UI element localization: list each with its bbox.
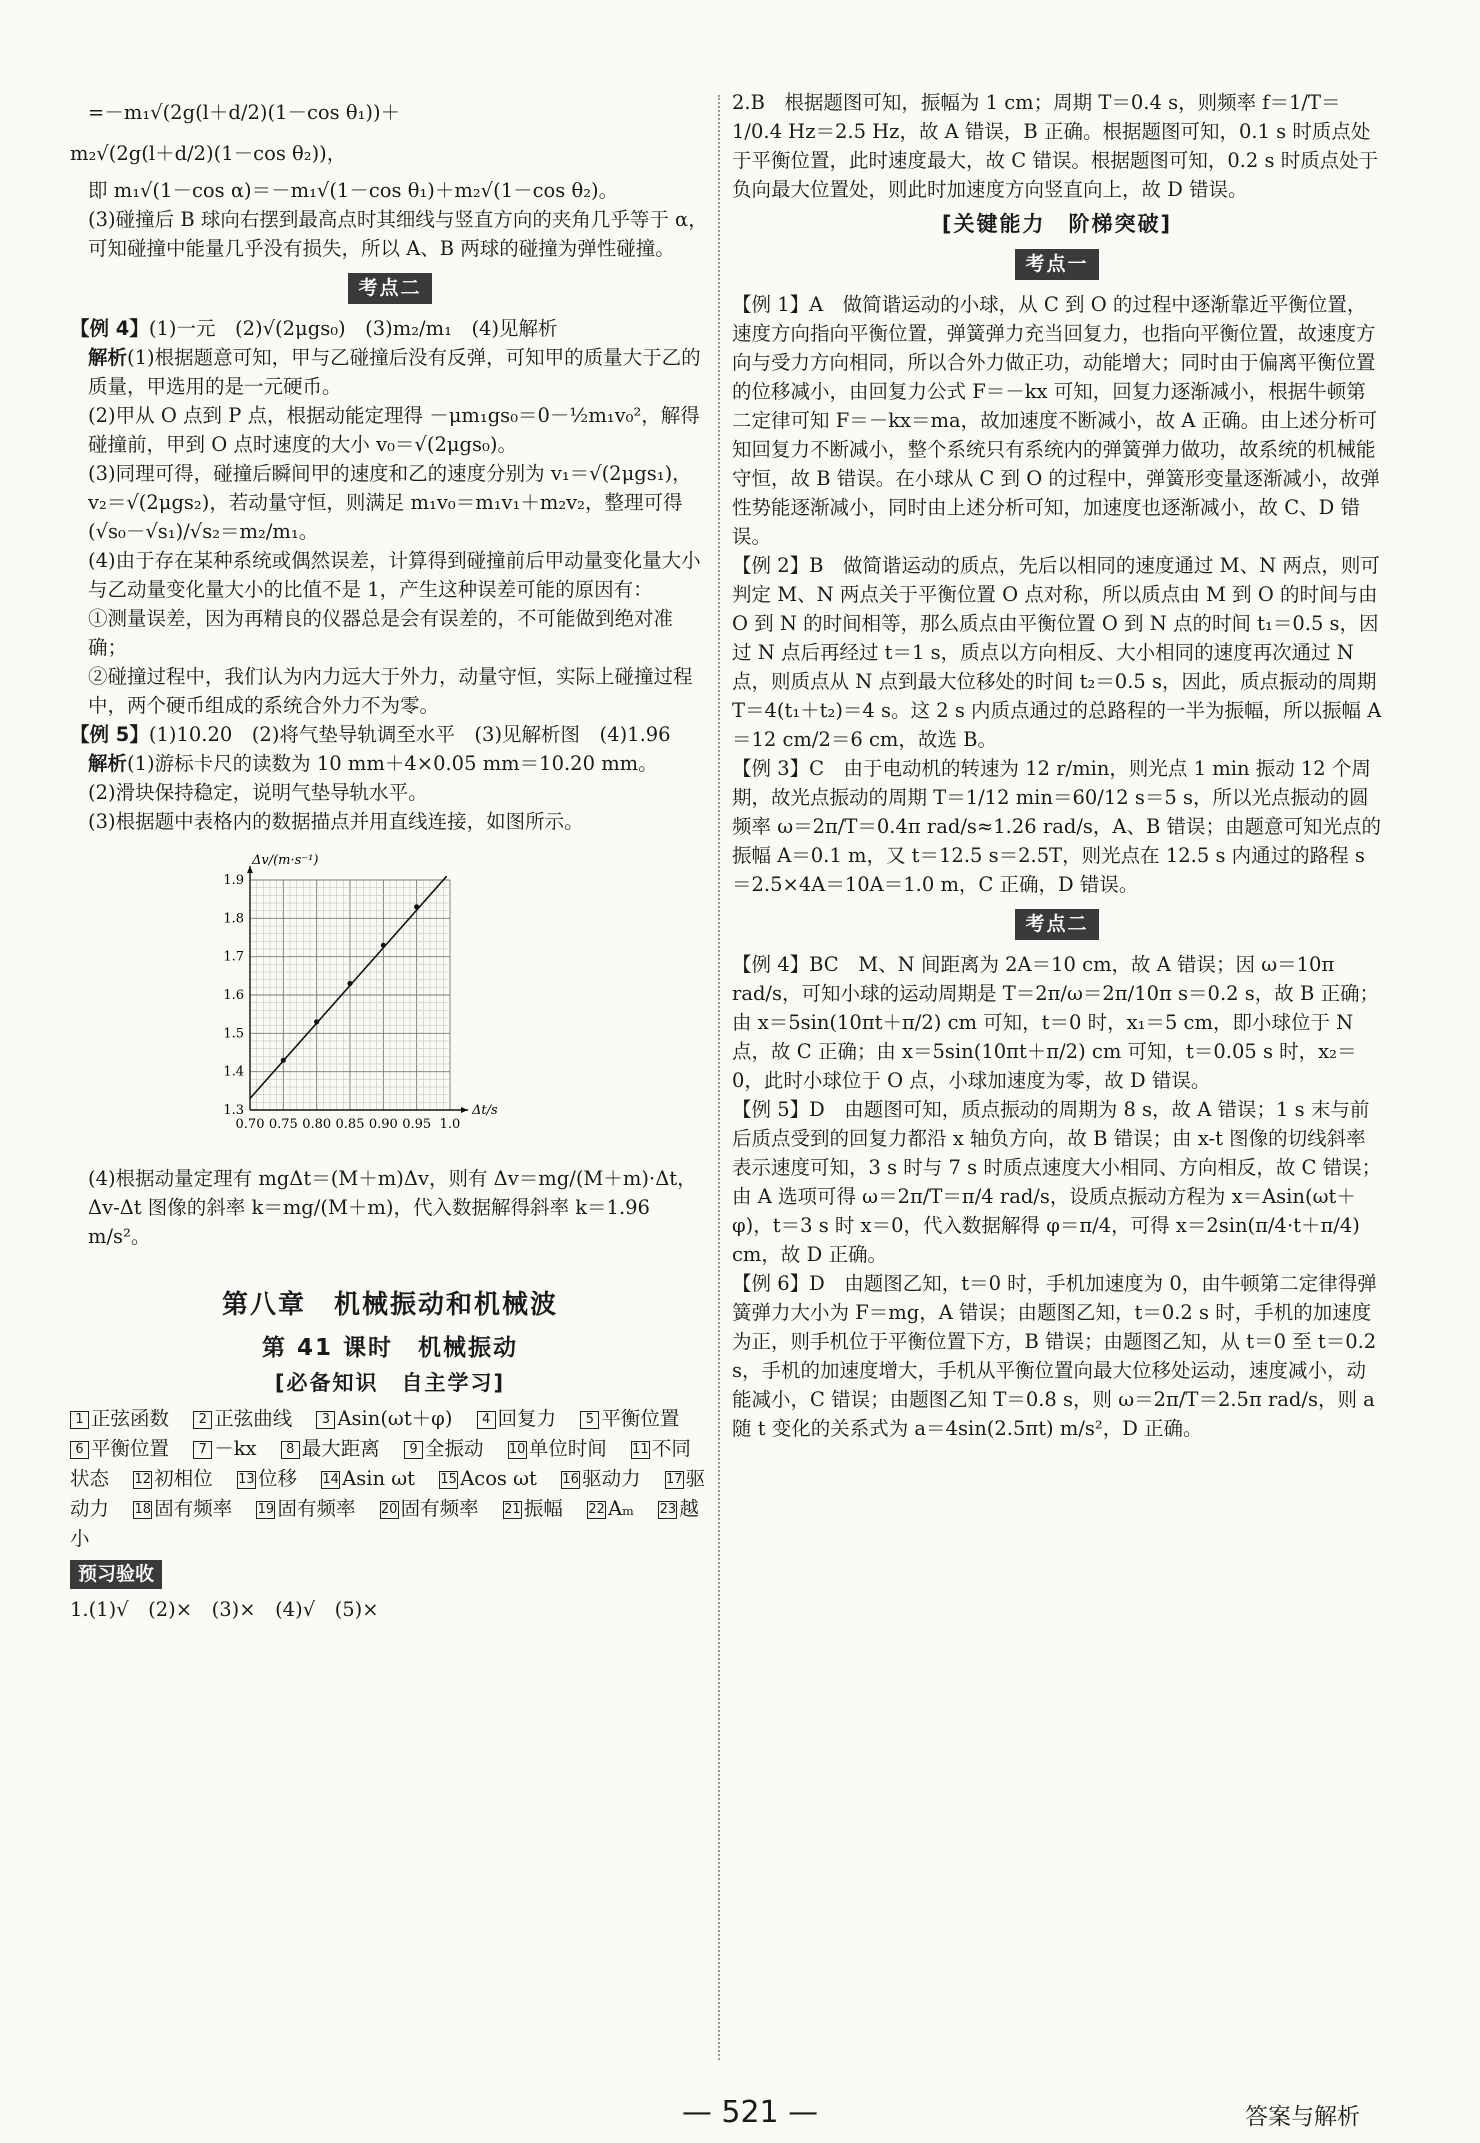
data-point <box>347 981 352 986</box>
chart-svg <box>190 850 498 1150</box>
answer-item <box>404 1437 484 1460</box>
example-5: 【例 5】D 由题图可知，质点振动的周期为 8 s，故 A 错误；1 s 末与前后质点受到的回复力都沿 x 轴负方向，故 B 错误；由 x-t 图像的切线斜率表示速度可知，3 s 时与 7 s 时质点速度大小相同、方向相反，故 C 错误；由 A 选项可得 ω＝2π/T＝π/4 rad/s，设质点振动方程为 x＝Asin(ωt＋φ)，t＝3 s 时 x＝0，代入数据解得 φ＝π/4，可得 x＝2sin(π/4·t＋π/4) cm，故 D 正确。 <box>732 1098 1382 1266</box>
answer-number: 11 <box>632 1442 649 1457</box>
answer-item <box>380 1497 479 1520</box>
y-tick-label: 1.5 <box>223 1026 244 1042</box>
answer-number: 8 <box>281 1441 300 1459</box>
section-tag: 考点二 <box>348 273 431 304</box>
x-axis-arrow <box>461 1107 468 1113</box>
analysis-label: 解析 <box>88 346 128 369</box>
x-tick-label: 0.80 <box>302 1117 332 1132</box>
analysis-text: Δv-Δt 图像的斜率 k＝mg/(M＋m)，代入数据解得斜率 k＝1.96 m/s²。 <box>88 1196 650 1248</box>
answer-item <box>133 1467 213 1490</box>
answer-text: 回复力 <box>497 1407 557 1430</box>
y-axis-label: Δv/(m·s⁻¹) <box>252 853 319 868</box>
analysis-text: (1)根据题意可知，甲与乙碰撞后没有反弹，可知甲的质量大于乙的质量，甲选用的是一元硬币。 <box>88 346 701 398</box>
answer-item <box>508 1437 607 1460</box>
answer-text: 不同状态 <box>70 1437 691 1490</box>
answer-number: 5 <box>580 1411 599 1429</box>
analysis-text: (3)同理可得，碰撞后瞬间甲的速度和乙的速度分别为 v₁＝√(2μgs₁)，v₂＝√(2μgs₂)，若动量守恒，则满足 m₁v₀＝m₁v₁＋m₂v₂，整理可得 (√s₀－√s₁)/√s₂＝m₂/m₁。 <box>88 462 692 543</box>
answer-item <box>439 1467 537 1490</box>
answer-item <box>237 1467 297 1490</box>
question-2-answer: 2.B 根据题图可知，振幅为 1 cm；周期 T＝0.4 s，则频率 f＝1/T＝1/0.4 Hz＝2.5 Hz，故 A 错误，B 正确。根据题图可知，0.1 s 时质点处于平衡位置，此时速度最大，故 C 错误。根据题图可知，0.2 s 时质点处于负向最大位置处，则此时加速度方向竖直向上，故 D 错误。 <box>732 91 1379 201</box>
answer-item <box>587 1497 634 1520</box>
data-point <box>314 1019 319 1024</box>
answer-number: 10 <box>508 1442 526 1457</box>
answer-number: 17 <box>666 1472 683 1487</box>
answer-item <box>193 1407 292 1430</box>
answer-text: 驱动力 <box>70 1467 706 1520</box>
data-point <box>381 943 386 948</box>
x-tick-label: 0.95 <box>402 1117 432 1132</box>
x-tick-label: 0.70 <box>235 1117 265 1132</box>
answer-number: 3 <box>316 1411 335 1429</box>
answer-number: 23 <box>659 1502 677 1517</box>
answer-text: 驱动力 <box>582 1467 641 1490</box>
answer-number: 14 <box>322 1472 339 1487</box>
answer-text: 越小 <box>70 1497 699 1550</box>
answer-text: 振幅 <box>523 1497 563 1520</box>
answer-item <box>193 1437 256 1460</box>
answer-text: 位移 <box>257 1467 297 1490</box>
answer-text: Acos ωt <box>460 1467 537 1490</box>
right-column <box>732 88 1382 1443</box>
answer-item <box>316 1407 452 1430</box>
analysis-text: (1)游标卡尺的读数为 10 mm＋4×0.05 mm＝10.20 mm。 <box>127 752 658 775</box>
formula-line: =－m₁√(2g(l＋d/2)(1－cos θ₁))＋ <box>88 101 401 124</box>
knowledge-answer-list <box>70 1404 710 1554</box>
answer-text: 固有频率 <box>154 1497 233 1520</box>
page-number: — 521 — <box>681 2095 819 2130</box>
section-tag: 考点二 <box>1015 909 1098 940</box>
analysis-text: (2)甲从 O 点到 P 点，根据动能定理得 －μm₁gs₀＝0－½m₁v₀²，解得碰撞前，甲到 O 点时速度的大小 v₀＝√(2μgs₀)。 <box>88 404 700 456</box>
column-divider <box>718 95 720 2060</box>
analysis-label: 解析 <box>88 752 128 775</box>
left-column <box>70 88 710 1624</box>
answer-item <box>477 1407 557 1430</box>
part3-text: (3)碰撞后 B 球向右摆到最高点时其细线与竖直方向的夹角几乎等于 α，可知碰撞中能量几乎没有损失，所以 A、B 两球的碰撞为弹性碰撞。 <box>88 208 708 260</box>
answer-text: 单位时间 <box>528 1437 607 1460</box>
answer-number: 18 <box>134 1502 151 1517</box>
answer-item <box>70 1407 169 1430</box>
example-answer: (1)一元 (2)√(2μgs₀) (3)m₂/m₁ (4)见解析 <box>148 317 558 340</box>
example-label: 【例 4】 <box>70 317 149 340</box>
x-tick-label: 0.75 <box>268 1117 298 1132</box>
y-tick-label: 1.7 <box>223 949 244 965</box>
answer-text: 最大距离 <box>301 1437 380 1460</box>
y-tick-label: 1.9 <box>223 873 244 888</box>
answer-number: 13 <box>238 1472 255 1487</box>
answer-text: Aₘ <box>608 1497 635 1520</box>
answer-number: 4 <box>477 1411 496 1429</box>
answer-item <box>561 1467 641 1490</box>
answer-text: 固有频率 <box>400 1497 479 1520</box>
example-4: 【例 4】BC M、N 间距离为 2A＝10 cm，故 A 错误；因 ω＝10π rad/s，可知小球的运动周期是 T＝2π/ω＝2π/10π s＝0.2 s，故 B 正确；由 x＝5sin(10πt＋π/2) cm 可知，t＝0 时，x₁＝5 cm，即小球位于 N 点，故 C 正确；由 x＝5sin(10πt＋π/2) cm 可知，t＝0.05 s 时，x₂＝0，此时小球位于 O 点，小球加速度为零，故 D 错误。 <box>732 953 1379 1092</box>
chapter-title: 第八章 机械振动和机械波 <box>221 1290 558 1320</box>
data-point <box>414 904 419 909</box>
x-axis-label: Δt/s <box>472 1103 498 1118</box>
example-3: 【例 3】C 由于电动机的转速为 12 r/min，则光点 1 min 振动 12 个周期，故光点振动的周期 T＝1/12 min＝60/12 s＝5 s，所以光点振动的圆频率 ω＝2π/T＝0.4π rad/s≈1.26 rad/s，A、B 错误；由题意可知光点的振幅 A＝0.1 m，又 t＝12.5 s＝2.5T，则光点在 12.5 s 内通过的路程 s＝2.5×4A＝10A＝1.0 m，C 正确，D 错误。 <box>732 757 1382 896</box>
answer-item <box>70 1437 169 1460</box>
answer-text: 初相位 <box>154 1467 213 1490</box>
answer-number: 9 <box>404 1441 423 1459</box>
answer-text: 正弦曲线 <box>214 1407 293 1430</box>
answer-text: Asin ωt <box>342 1467 415 1490</box>
answer-item <box>503 1497 563 1520</box>
section-bracket-title: [必备知识 自主学习] <box>274 1371 506 1395</box>
preview-tag: 预习验收 <box>70 1560 162 1589</box>
y-tick-label: 1.3 <box>223 1103 244 1118</box>
analysis-text: (2)滑块保持稳定，说明气垫导轨水平。 <box>88 781 428 804</box>
answer-number: 1 <box>70 1411 89 1429</box>
answer-item <box>321 1467 415 1490</box>
answer-number: 6 <box>70 1441 89 1459</box>
answer-number: 16 <box>562 1472 579 1487</box>
answer-number: 19 <box>257 1502 275 1517</box>
answer-number: 7 <box>193 1441 212 1459</box>
preview-answer: 1.(1)√ (2)× (3)× (4)√ (5)× <box>70 1598 379 1621</box>
lesson-title: 第 41 课时 机械振动 <box>261 1335 519 1361</box>
answer-item <box>133 1497 232 1520</box>
example-label: 【例 5】 <box>70 723 149 746</box>
y-tick-label: 1.8 <box>223 911 244 927</box>
answer-number: 22 <box>588 1502 605 1517</box>
answer-number: 15 <box>440 1472 457 1487</box>
answer-number: 20 <box>380 1502 398 1517</box>
x-tick-label: 0.85 <box>335 1117 365 1132</box>
analysis-text: (4)由于存在某种系统或偶然误差，计算得到碰撞前后甲动量变化量大小与乙动量变化量大小的比值不是 1，产生这种误差可能的原因有： <box>88 549 701 601</box>
answer-item <box>580 1407 679 1430</box>
answer-number: 12 <box>134 1472 151 1487</box>
x-tick-label: 0.90 <box>368 1117 398 1132</box>
answer-text: 固有频率 <box>277 1497 356 1520</box>
x-tick-label: 1.0 <box>439 1117 461 1132</box>
y-tick-label: 1.4 <box>223 1064 244 1080</box>
answer-text: 全振动 <box>424 1437 484 1460</box>
answer-text: －kx <box>214 1437 257 1460</box>
analysis-text: ①测量误差，因为再精良的仪器总是会有误差的，不可能做到绝对准确； <box>88 607 674 659</box>
answer-text: Asin(ωt＋φ) <box>337 1407 453 1430</box>
data-point <box>281 1058 286 1063</box>
y-tick-label: 1.6 <box>223 988 244 1003</box>
answer-text: 正弦函数 <box>91 1407 170 1430</box>
analysis-text: (4)根据动量定理有 mgΔt＝(M＋m)Δv，则有 Δv＝mg/(M＋m)·Δt， <box>88 1167 697 1190</box>
analysis-text: (3)根据题中表格内的数据描点并用直线连接，如图所示。 <box>88 810 584 833</box>
answer-number: 2 <box>193 1411 212 1429</box>
footer-label: 答案与解析 <box>1245 2104 1360 2130</box>
section-tag: 考点一 <box>1015 249 1098 280</box>
formula-line: 即 m₁√(1－cos α)＝－m₁√(1－cos θ₁)＋m₂√(1－cos θ₂)。 <box>88 179 619 202</box>
example-6: 【例 6】D 由题图乙知，t＝0 时，手机加速度为 0，由牛顿第二定律得弹簧弹力大小为 F＝mg，A 错误；由题图乙知，t＝0.2 s 时，手机的加速度为正，则手机位于平衡位置下方，B 错误；由题图乙知，从 t＝0 至 t＝0.2 s，手机的加速度增大，手机从平衡位置向最大位移处运动，速度减小，动能减小，C 错误；由题图乙知 T＝0.8 s，则 ω＝2π/T＝2.5π rad/s，则 a 随 t 变化的关系式为 a＝4sin(2.5πt) m/s²，D 正确。 <box>732 1272 1377 1440</box>
answer-item <box>256 1497 355 1520</box>
example-answer: (1)10.20 (2)将气垫导轨调至水平 (3)见解析图 (4)1.96 <box>148 723 671 746</box>
example-2: 【例 2】B 做简谐运动的质点，先后以相同的速度通过 M、N 两点，则可判定 M、N 两点关于平衡位置 O 点对称，所以质点由 M 到 O 的时间与由 O 到 N 的时间相等，那么质点由平衡位置 O 到 N 点的时间 t₁＝0.5 s，因过 N 点后再经过 t＝1 s，质点以方向相反、大小相同的速度再次通过 N 点，则质点从 N 点到最大位移处的时间 t₂＝0.5 s，因此，质点振动的周期 T＝4(t₁＋t₂)＝4 s。这 2 s 内质点通过的总路程的一半为振幅，所以振幅 A＝12 cm/2＝6 cm，故选 B。 <box>732 554 1382 751</box>
answer-item <box>281 1437 380 1460</box>
answer-text: 平衡位置 <box>91 1437 170 1460</box>
analysis-text: ②碰撞过程中，我们认为内力远大于外力，动量守恒，实际上碰撞过程中，两个硬币组成的系统合外力不为零。 <box>88 665 693 717</box>
answer-number: 21 <box>504 1502 521 1517</box>
example-1: 【例 1】A 做简谐运动的小球，从 C 到 O 的过程中逐渐靠近平衡位置，速度方向指向平衡位置，弹簧弹力充当回复力，也指向平衡位置，故速度方向与受力方向相同，所以合外力做正功，动能增大；同时由于偏离平衡位置的位移减小，由回复力公式 F＝－kx 可知，回复力逐渐减小，根据牛顿第二定律可知 F＝－kx＝ma，故加速度不断减小，故 A 正确。由上述分析可知回复力不断减小，整个系统只有系统内的弹簧弹力做功，故系统的机械能守恒，故 B 错误。在小球从 C 到 O 的过程中，弹簧形变量逐渐减小，故弹性势能逐渐减小，同时由上述分析可知，加速度也逐渐减小，故 C、D 错误。 <box>732 293 1380 548</box>
section-bracket-title: [关键能力 阶梯突破] <box>941 212 1173 236</box>
formula-line: m₂√(2g(l＋d/2)(1－cos θ₂))， <box>70 142 347 165</box>
answer-text: 平衡位置 <box>601 1407 680 1430</box>
dv-dt-chart <box>190 850 710 1158</box>
